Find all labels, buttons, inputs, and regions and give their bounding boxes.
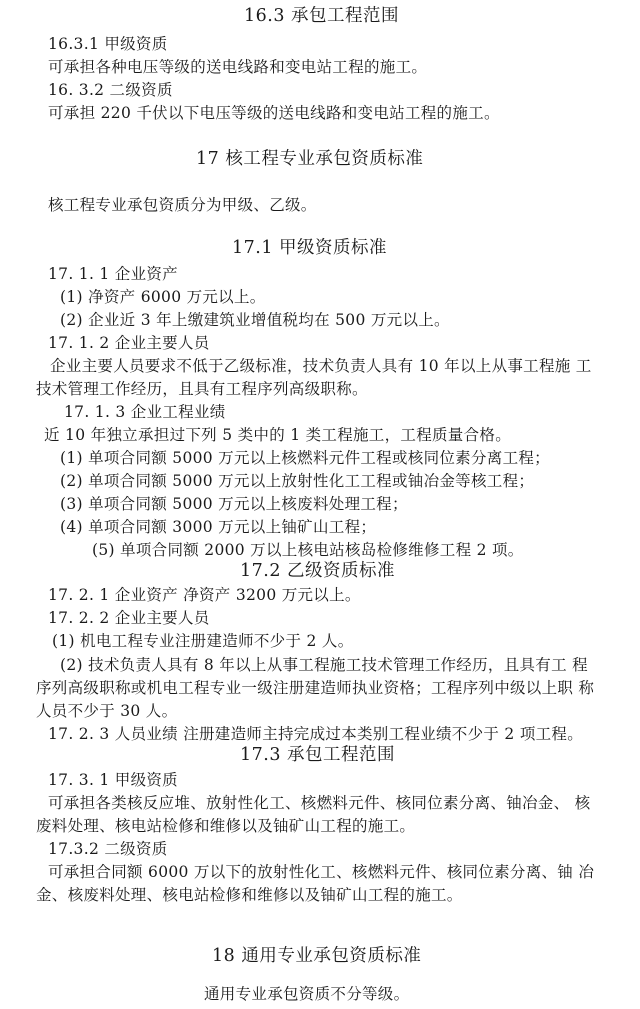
- list-item: (4) 单项合同额 3000 万元以上铀矿山工程；: [60, 518, 377, 536]
- paragraph: 可承担 220 千伏以下电压等级的送电线路和变电站工程的施工。: [48, 104, 500, 122]
- paragraph: 通用专业承包资质不分等级。: [204, 985, 410, 1003]
- section-heading-17-3: 17.3 承包工程范围: [240, 745, 396, 765]
- list-item: (5) 单项合同额 2000 万以上核电站核岛检修维修工程 2 项。: [92, 541, 524, 559]
- paragraph: 核工程专业承包资质分为甲级、乙级。: [48, 196, 317, 214]
- clause-17-2-3: 17. 2. 3 人员业绩 注册建造师主持完成过本类别工程业绩不少于 2 项工程。: [48, 725, 584, 743]
- clause-17-3-1: 17. 3. 1 甲级资质: [48, 771, 178, 789]
- clause-16-3-1: 16.3.1 甲级资质: [48, 35, 168, 53]
- paragraph: 企业主要人员要求不低于乙级标准，技术负责人具有 10 年以上从事工程施 工: [50, 357, 592, 375]
- section-heading-17-1: 17.1 甲级资质标准: [232, 238, 388, 258]
- paragraph: 序列高级职称或机电工程专业一级注册建造师执业资格；工程序列中级以上职 称: [36, 679, 595, 697]
- clause-17-3-2: 17.3.2 二级资质: [48, 840, 168, 858]
- list-item: (2) 企业近 3 年上缴建筑业增值税均在 500 万元以上。: [60, 311, 450, 329]
- list-item: (1) 机电工程专业注册建造师不少于 2 人。: [52, 632, 354, 650]
- clause-17-1-3: 17. 1. 3 企业工程业绩: [64, 403, 226, 421]
- clause-17-1-2: 17. 1. 2 企业主要人员: [48, 334, 210, 352]
- section-heading-16-3: 16.3 承包工程范围: [244, 6, 400, 26]
- paragraph: 近 10 年独立承担过下列 5 类中的 1 类工程施工，工程质量合格。: [44, 426, 512, 444]
- section-heading-17-2: 17.2 乙级资质标准: [240, 561, 396, 581]
- list-item: (2) 技术负责人具有 8 年以上从事工程施工技术管理工作经历，且具有工 程: [60, 656, 588, 674]
- list-item: (1) 净资产 6000 万元以上。: [60, 288, 266, 306]
- clause-17-2-1: 17. 2. 1 企业资产 净资产 3200 万元以上。: [48, 586, 361, 604]
- section-heading-17: 17 核工程专业承包资质标准: [196, 149, 424, 169]
- paragraph: 技术管理工作经历，且具有工程序列高级职称。: [36, 380, 368, 398]
- list-item: (1) 单项合同额 5000 万元以上核燃料元件工程或核同位素分离工程；: [60, 449, 550, 467]
- paragraph: 可承担各种电压等级的送电线路和变电站工程的施工。: [48, 58, 428, 76]
- paragraph: 可承担合同额 6000 万以下的放射性化工、核燃料元件、核同位素分离、铀 冶: [48, 863, 595, 881]
- paragraph: 人员不少于 30 人。: [36, 702, 178, 720]
- paragraph: 废料处理、核电站检修和维修以及铀矿山工程的施工。: [36, 817, 416, 835]
- list-item: (3) 单项合同额 5000 万元以上核废料处理工程；: [60, 495, 408, 513]
- section-heading-18: 18 通用专业承包资质标准: [212, 946, 422, 966]
- clause-16-3-2: 16. 3.2 二级资质: [48, 81, 173, 99]
- clause-17-1-1: 17. 1. 1 企业资产: [48, 265, 178, 283]
- list-item: (2) 单项合同额 5000 万元以上放射性化工工程或铀冶金等核工程；: [60, 472, 535, 490]
- clause-17-2-2: 17. 2. 2 企业主要人员: [48, 609, 210, 627]
- paragraph: 可承担各类核反应堆、放射性化工、核燃料元件、核同位素分离、铀冶金、 核: [48, 794, 591, 812]
- paragraph: 金、核废料处理、核电站检修和维修以及铀矿山工程的施工。: [36, 886, 463, 904]
